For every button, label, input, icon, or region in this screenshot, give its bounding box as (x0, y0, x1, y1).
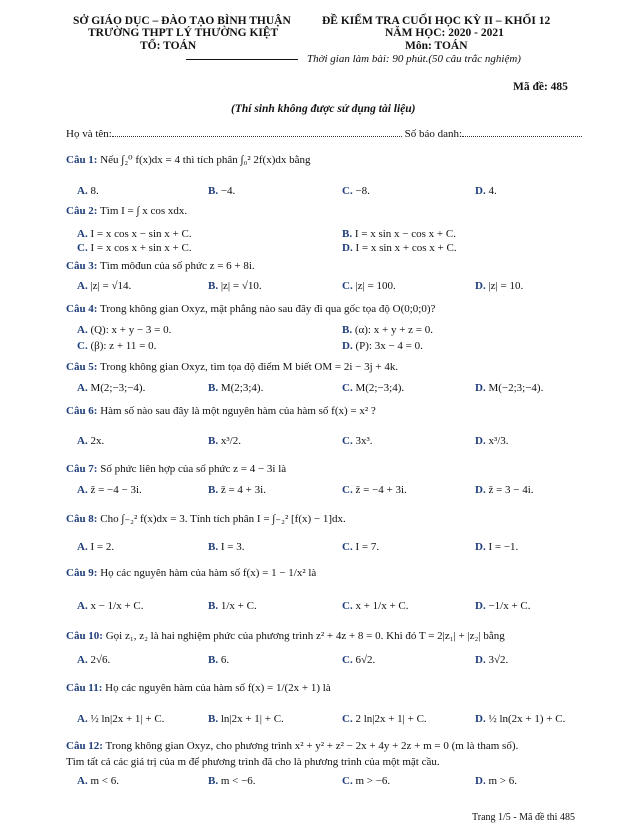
q3-option-d[interactable] (475, 280, 523, 292)
q1-option-d[interactable] (475, 185, 497, 197)
q2-option-b[interactable] (342, 228, 456, 240)
option-text: z̄ = 4 + 3i. (220, 484, 266, 496)
option-letter: C. (342, 185, 356, 197)
q1-option-c[interactable] (342, 185, 370, 197)
q2-option-c[interactable] (77, 242, 192, 254)
question-10 (66, 630, 505, 642)
option-text: x³/3. (488, 435, 509, 447)
option-text: M(2;3;4). (220, 382, 264, 394)
dept-name: SỞ GIÁO DỤC – ĐÀO TẠO BÌNH THUẬN (73, 15, 291, 27)
q2-option-d[interactable] (342, 242, 457, 254)
option-letter: A. (77, 713, 91, 725)
option-text: M(2;−3;−4). (90, 382, 146, 394)
option-letter: A. (77, 775, 91, 787)
q7-option-b[interactable] (208, 484, 266, 496)
option-text: z̄ = −4 − 3i. (90, 484, 142, 496)
header-divider (186, 59, 298, 60)
option-text: |z| = 100. (355, 280, 396, 292)
q8-option-d[interactable] (475, 541, 518, 553)
option-letter: C. (342, 775, 356, 787)
q6-option-b[interactable] (208, 435, 241, 447)
option-letter: A. (77, 435, 91, 447)
option-text: m < 6. (90, 775, 119, 787)
question-number: Câu 3: (66, 260, 98, 272)
option-text: 8. (90, 185, 99, 197)
q9-option-b[interactable] (208, 600, 257, 612)
option-letter: C. (342, 600, 356, 612)
option-text: M(2;−3;4). (355, 382, 405, 394)
q11-option-a[interactable] (77, 713, 164, 725)
option-letter: D. (342, 242, 356, 254)
q12-option-b[interactable] (208, 775, 256, 787)
option-text: −4. (220, 185, 236, 197)
question-text: Họ các nguyên hàm của hàm số f(x) = 1 − 1/x² là (100, 567, 317, 579)
option-text: −8. (355, 185, 370, 197)
question-5 (66, 361, 398, 373)
option-letter: C. (342, 654, 356, 666)
no-materials-note: (Thí sinh không được sử dụng tài liệu) (231, 103, 416, 115)
q6-option-c[interactable] (342, 435, 373, 447)
q4-option-a[interactable] (77, 324, 171, 336)
question-text: Tìm môđun của số phức z = 6 + 8i. (100, 260, 255, 272)
option-text: |z| = √14. (90, 280, 132, 292)
q5-option-d[interactable] (475, 382, 543, 394)
option-letter: D. (475, 541, 489, 553)
option-letter: A. (77, 382, 91, 394)
option-text: I = x sin x − cos x + C. (354, 228, 456, 240)
q1-option-b[interactable] (208, 185, 235, 197)
q11-option-b[interactable] (208, 713, 284, 725)
option-letter: B. (208, 541, 221, 553)
q12-option-c[interactable] (342, 775, 390, 787)
question-number: Câu 8: (66, 513, 98, 525)
q10-option-d[interactable] (475, 654, 508, 666)
option-text: m < −6. (220, 775, 256, 787)
option-letter: B. (342, 324, 355, 336)
question-3 (66, 260, 255, 272)
question-number: Câu 11: (66, 682, 103, 694)
option-letter: C. (77, 242, 91, 254)
option-letter: C. (342, 541, 356, 553)
option-letter: D. (475, 600, 489, 612)
option-text: −1/x + C. (488, 600, 531, 612)
option-letter: B. (208, 600, 221, 612)
option-text: 1/x + C. (220, 600, 257, 612)
option-text: ½ ln|2x + 1| + C. (90, 713, 165, 725)
option-letter: A. (77, 228, 91, 240)
option-letter: C. (342, 280, 356, 292)
option-text: I = 2. (90, 541, 115, 553)
option-text: m > 6. (488, 775, 517, 787)
option-text: M(−2;3;−4). (488, 382, 544, 394)
q5-option-c[interactable] (342, 382, 404, 394)
candidate-name-row (66, 127, 582, 140)
option-text: x + 1/x + C. (355, 600, 409, 612)
option-letter: B. (208, 713, 221, 725)
option-letter: A. (77, 600, 91, 612)
q10-option-a[interactable] (77, 654, 110, 666)
question-number: Câu 9: (66, 567, 98, 579)
option-text: 2 ln|2x + 1| + C. (355, 713, 427, 725)
option-text: 3x³. (355, 435, 373, 447)
option-text: (Q): x + y − 3 = 0. (90, 324, 172, 336)
question-text: Trong không gian Oxyz, tìm tọa độ điểm M biết OM = 2i − 3j + 4k. (100, 361, 399, 373)
question-text: Trong không gian Oxyz, cho phương trình x² + y² + z² − 2x + 4y + 2z + m = 0 (m là tham số). (105, 740, 519, 752)
page-footer: Trang 1/5 - Mã đề thi 485 (472, 812, 575, 823)
option-text: (β): z + 11 = 0. (90, 340, 157, 352)
question-2 (66, 205, 187, 217)
option-letter: A. (77, 654, 91, 666)
option-text: (α): x + y + z = 0. (354, 324, 433, 336)
option-letter: D. (475, 435, 489, 447)
question-8 (66, 512, 346, 525)
question-number: Câu 12: (66, 740, 103, 752)
subject: Môn: TOÁN (405, 40, 468, 52)
question-number: Câu 2: (66, 205, 98, 217)
option-letter: A. (77, 484, 91, 496)
option-letter: D. (475, 713, 489, 725)
option-letter: A. (77, 280, 91, 292)
option-letter: A. (77, 324, 91, 336)
option-text: |z| = 10. (488, 280, 524, 292)
question-number: Câu 4: (66, 303, 98, 315)
question-1 (66, 153, 311, 166)
q1-option-a[interactable] (77, 185, 99, 197)
option-letter: C. (342, 382, 356, 394)
option-letter: B. (342, 228, 355, 240)
option-letter: B. (208, 775, 221, 787)
question-9 (66, 567, 316, 579)
option-text: 4. (488, 185, 497, 197)
question-text: Họ các nguyên hàm của hàm số f(x) = 1/(2x + 1) là (105, 682, 331, 694)
q6-option-a[interactable] (77, 435, 104, 447)
q4-option-b[interactable] (342, 324, 433, 336)
option-text: |z| = √10. (220, 280, 262, 292)
option-letter: D. (475, 775, 489, 787)
option-letter: C. (342, 713, 356, 725)
question-text: Trong không gian Oxyz, mặt phẳng nào sau đây đi qua gốc tọa độ O(0;0;0)? (100, 303, 436, 315)
option-text: I = x cos x − sin x + C. (90, 228, 192, 240)
school-name: TRƯỜNG THPT LÝ THƯỜNG KIỆT (88, 27, 279, 39)
question-12 (66, 740, 518, 752)
option-text: x³/2. (220, 435, 241, 447)
q8-option-a[interactable] (77, 541, 114, 553)
question-number: Câu 6: (66, 405, 98, 417)
name-field[interactable] (112, 127, 402, 137)
option-text: (P): 3x − 4 = 0. (355, 340, 423, 352)
option-letter: D. (475, 654, 489, 666)
option-letter: D. (475, 185, 489, 197)
q5-option-b[interactable] (208, 382, 263, 394)
q8-option-b[interactable] (208, 541, 244, 553)
option-letter: C. (342, 484, 356, 496)
question-number: Câu 7: (66, 463, 98, 475)
q11-option-c[interactable] (342, 713, 427, 725)
question-number: Câu 1: (66, 154, 98, 166)
school-year: NĂM HỌC: 2020 - 2021 (385, 27, 504, 39)
group-name: TỔ: TOÁN (140, 40, 197, 52)
question-text: Số phức liên hợp của số phức z = 4 − 3i là (100, 463, 287, 475)
q9-option-a[interactable] (77, 600, 144, 612)
q3-option-c[interactable] (342, 280, 396, 292)
question-text: Gọi z₁, z₂ là hai nghiệm phức của phương trình z² + 4z + 8 = 0. Khi đó T = 2|z₁| + |z₂| bằng (105, 630, 505, 642)
option-letter: D. (475, 382, 489, 394)
question-4 (66, 303, 435, 315)
question-number: Câu 5: (66, 361, 98, 373)
time-note: Thời gian làm bài: 90 phút.(50 câu trắc nghiệm) (307, 53, 521, 65)
option-letter: B. (208, 484, 221, 496)
question-7 (66, 463, 286, 475)
option-text: I = x sin x + cos x + C. (355, 242, 457, 254)
q6-option-d[interactable] (475, 435, 509, 447)
option-text: ½ ln(2x + 1) + C. (488, 713, 566, 725)
q10-option-b[interactable] (208, 654, 229, 666)
option-text: m > −6. (355, 775, 391, 787)
q7-option-a[interactable] (77, 484, 142, 496)
option-letter: B. (208, 382, 221, 394)
q12-line-2: Tìm tất cả các giá trị của m để phương trình đã cho là phương trình của một mặt cầu. (66, 756, 440, 768)
q7-option-d[interactable] (475, 484, 534, 496)
question-number: Câu 10: (66, 630, 103, 642)
question-text: Tìm I = ∫ x cos xdx. (100, 205, 188, 217)
q5-option-a[interactable] (77, 382, 145, 394)
q10-option-c[interactable] (342, 654, 375, 666)
option-text: I = x cos x + sin x + C. (90, 242, 192, 254)
option-text: ln|2x + 1| + C. (220, 713, 284, 725)
question-text: Cho ∫₋₂² f(x)dx = 3. Tính tích phân I = ∫₋₂² [f(x) − 1]dx. (100, 513, 346, 525)
option-text: 2√6. (90, 654, 111, 666)
exam-title: ĐỀ KIỂM TRA CUỐI HỌC KỲ II – KHỐI 12 (322, 15, 551, 27)
option-letter: D. (342, 340, 356, 352)
q4-option-c[interactable] (77, 340, 156, 352)
option-text: 6√2. (355, 654, 376, 666)
option-text: 2x. (90, 435, 105, 447)
name-label: Họ và tên: (66, 128, 112, 140)
option-text: z̄ = −4 + 3i. (355, 484, 407, 496)
option-text: I = −1. (488, 541, 519, 553)
question-11 (66, 682, 331, 694)
option-letter: B. (208, 654, 221, 666)
option-letter: D. (475, 280, 489, 292)
q9-option-d[interactable] (475, 600, 531, 612)
q12-option-d[interactable] (475, 775, 517, 787)
question-text: Hàm số nào sau đây là một nguyên hàm của hàm số f(x) = x² ? (100, 405, 376, 417)
q3-option-a[interactable] (77, 280, 131, 292)
option-letter: B. (208, 435, 221, 447)
option-text: I = 7. (355, 541, 380, 553)
option-letter: B. (208, 280, 221, 292)
q7-option-c[interactable] (342, 484, 407, 496)
option-letter: B. (208, 185, 221, 197)
id-label: Số báo danh: (404, 128, 463, 140)
exam-code: Mã đề: 485 (513, 81, 568, 93)
q12-option-a[interactable] (77, 775, 119, 787)
option-letter: A. (77, 185, 91, 197)
option-letter: D. (475, 484, 489, 496)
question-6 (66, 405, 376, 417)
q11-option-d[interactable] (475, 713, 565, 725)
q3-option-b[interactable] (208, 280, 262, 292)
q4-option-d[interactable] (342, 340, 423, 352)
option-text: 3√2. (488, 654, 509, 666)
option-text: I = 3. (220, 541, 245, 553)
q8-option-c[interactable] (342, 541, 379, 553)
q2-option-a[interactable] (77, 228, 192, 240)
option-letter: C. (77, 340, 91, 352)
option-text: 6. (220, 654, 230, 666)
option-text: z̄ = 3 − 4i. (488, 484, 534, 496)
option-letter: C. (342, 435, 356, 447)
option-letter: A. (77, 541, 91, 553)
id-field[interactable] (462, 127, 582, 137)
option-text: x − 1/x + C. (90, 600, 144, 612)
question-text: Nếu ∫₂⁰ f(x)dx = 4 thì tích phân ∫₀² 2f(x)dx bằng (100, 154, 311, 166)
q9-option-c[interactable] (342, 600, 409, 612)
